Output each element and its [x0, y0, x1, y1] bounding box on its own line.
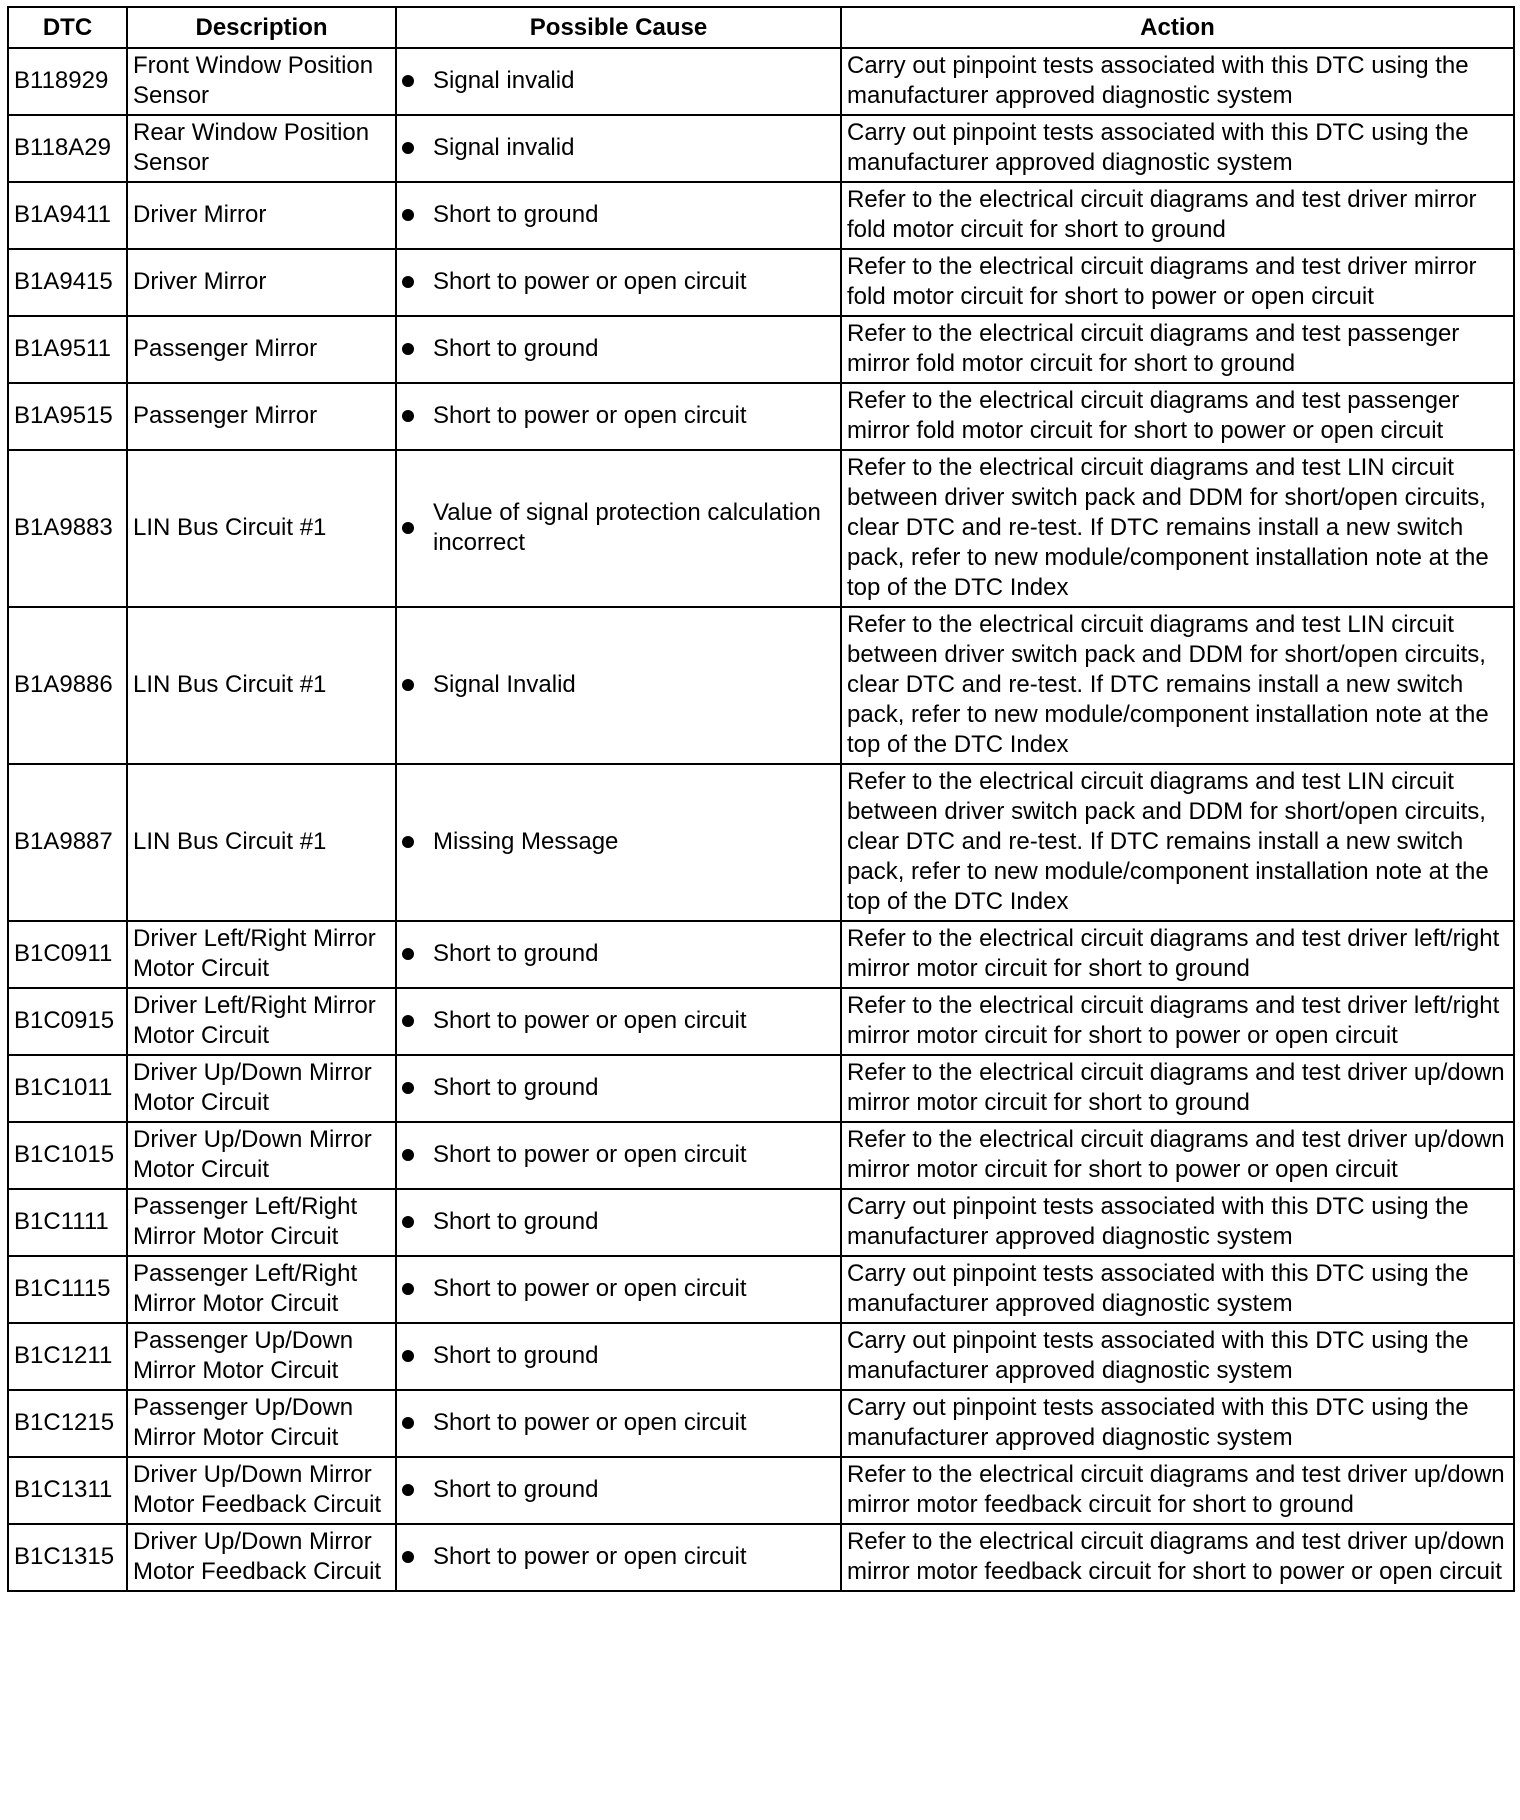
- table-body: [8, 48, 1514, 1591]
- possible-cause-text: Short to power or open circuit: [433, 1007, 747, 1034]
- possible-cause-cell: [396, 764, 841, 921]
- possible-cause-item: [402, 939, 835, 969]
- dtc-action: Refer to the electrical circuit diagrams and test LIN circuit between driver switch pack and DDM for short/open circuits, clear DTC and re-test. If DTC remains install a new switch pack, refer to new module/component installation note at the top of the DTC Index: [841, 607, 1514, 764]
- bullet-icon: [402, 1350, 414, 1362]
- possible-cause-text: Signal invalid: [433, 134, 575, 161]
- table-row: [8, 48, 1514, 115]
- bullet-icon: [402, 1484, 414, 1496]
- possible-cause-text: Short to power or open circuit: [433, 1141, 747, 1168]
- possible-cause-cell: [396, 48, 841, 115]
- bullet-icon: [402, 1283, 414, 1295]
- bullet-icon: [402, 679, 414, 691]
- possible-cause-cell: [396, 249, 841, 316]
- bullet-icon: [402, 1216, 414, 1228]
- table-row: [8, 921, 1514, 988]
- bullet-icon: [402, 75, 414, 87]
- dtc-action: Carry out pinpoint tests associated with this DTC using the manufacturer approved diagnostic system: [841, 1323, 1514, 1390]
- possible-cause-item: [402, 670, 835, 700]
- dtc-action: Refer to the electrical circuit diagrams and test LIN circuit between driver switch pack and DDM for short/open circuits, clear DTC and re-test. If DTC remains install a new switch pack, refer to new module/component installation note at the top of the DTC Index: [841, 764, 1514, 921]
- possible-cause-item: [402, 498, 835, 558]
- dtc-description: Passenger Mirror: [127, 316, 396, 383]
- possible-cause-text: Short to ground: [433, 1476, 599, 1503]
- bullet-icon: [402, 410, 414, 422]
- possible-cause-cell: [396, 1189, 841, 1256]
- dtc-code: B1A9415: [8, 249, 127, 316]
- header-row: [8, 7, 1514, 48]
- dtc-description: Passenger Mirror: [127, 383, 396, 450]
- table-row: [8, 450, 1514, 607]
- bullet-icon: [402, 836, 414, 848]
- possible-cause-cell: [396, 988, 841, 1055]
- dtc-description: Driver Up/Down Mirror Motor Feedback Circuit: [127, 1524, 396, 1591]
- possible-cause-cell: [396, 316, 841, 383]
- possible-cause-cell: [396, 1055, 841, 1122]
- dtc-description: Driver Up/Down Mirror Motor Feedback Circuit: [127, 1457, 396, 1524]
- dtc-action: Refer to the electrical circuit diagrams and test driver up/down mirror motor feedback circuit for short to ground: [841, 1457, 1514, 1524]
- table-row: [8, 1323, 1514, 1390]
- dtc-action: Refer to the electrical circuit diagrams and test driver mirror fold motor circuit for short to ground: [841, 182, 1514, 249]
- dtc-code: B1A9511: [8, 316, 127, 383]
- dtc-action: Carry out pinpoint tests associated with this DTC using the manufacturer approved diagnostic system: [841, 1390, 1514, 1457]
- possible-cause-text: Signal invalid: [433, 67, 575, 94]
- dtc-action: Carry out pinpoint tests associated with this DTC using the manufacturer approved diagnostic system: [841, 48, 1514, 115]
- dtc-action: Refer to the electrical circuit diagrams and test passenger mirror fold motor circuit for short to power or open circuit: [841, 383, 1514, 450]
- possible-cause-cell: [396, 1524, 841, 1591]
- possible-cause-item: [402, 1408, 835, 1438]
- possible-cause-text: Short to ground: [433, 1342, 599, 1369]
- possible-cause-cell: [396, 1323, 841, 1390]
- dtc-description: LIN Bus Circuit #1: [127, 607, 396, 764]
- possible-cause-text: Short to power or open circuit: [433, 1543, 747, 1570]
- table-row: [8, 383, 1514, 450]
- table-row: [8, 182, 1514, 249]
- dtc-description: Driver Left/Right Mirror Motor Circuit: [127, 988, 396, 1055]
- dtc-code: B1C1315: [8, 1524, 127, 1591]
- possible-cause-item: [402, 1207, 835, 1237]
- possible-cause-cell: [396, 450, 841, 607]
- possible-cause-cell: [396, 921, 841, 988]
- dtc-code: B1A9411: [8, 182, 127, 249]
- bullet-icon: [402, 142, 414, 154]
- dtc-code: B1C1015: [8, 1122, 127, 1189]
- dtc-action: Refer to the electrical circuit diagrams and test driver left/right mirror motor circuit for short to power or open circuit: [841, 988, 1514, 1055]
- dtc-description: Passenger Left/Right Mirror Motor Circuit: [127, 1189, 396, 1256]
- header-possible-cause: Possible Cause: [396, 7, 841, 48]
- bullet-icon: [402, 522, 414, 534]
- possible-cause-text: Short to ground: [433, 940, 599, 967]
- dtc-description: Driver Up/Down Mirror Motor Circuit: [127, 1055, 396, 1122]
- possible-cause-text: Missing Message: [433, 828, 619, 855]
- possible-cause-item: [402, 1006, 835, 1036]
- possible-cause-text: Short to ground: [433, 201, 599, 228]
- dtc-action: Carry out pinpoint tests associated with this DTC using the manufacturer approved diagnostic system: [841, 115, 1514, 182]
- dtc-description: Driver Mirror: [127, 182, 396, 249]
- dtc-code: B1C0911: [8, 921, 127, 988]
- dtc-description: LIN Bus Circuit #1: [127, 764, 396, 921]
- table-row: [8, 115, 1514, 182]
- dtc-description: LIN Bus Circuit #1: [127, 450, 396, 607]
- possible-cause-cell: [396, 182, 841, 249]
- possible-cause-text: Short to ground: [433, 1208, 599, 1235]
- dtc-code: B1C1111: [8, 1189, 127, 1256]
- table-row: [8, 1055, 1514, 1122]
- dtc-description: Driver Up/Down Mirror Motor Circuit: [127, 1122, 396, 1189]
- dtc-description: Driver Left/Right Mirror Motor Circuit: [127, 921, 396, 988]
- possible-cause-cell: [396, 607, 841, 764]
- possible-cause-item: [402, 1542, 835, 1572]
- possible-cause-item: [402, 1274, 835, 1304]
- possible-cause-item: [402, 1073, 835, 1103]
- dtc-description: Front Window Position Sensor: [127, 48, 396, 115]
- header-action: Action: [841, 7, 1514, 48]
- dtc-code: B118929: [8, 48, 127, 115]
- possible-cause-text: Short to power or open circuit: [433, 1275, 747, 1302]
- table-row: [8, 1457, 1514, 1524]
- dtc-action: Refer to the electrical circuit diagrams and test driver up/down mirror motor feedback circuit for short to power or open circuit: [841, 1524, 1514, 1591]
- table-header: [8, 7, 1514, 48]
- bullet-icon: [402, 1417, 414, 1429]
- bullet-icon: [402, 276, 414, 288]
- possible-cause-item: [402, 827, 835, 857]
- bullet-icon: [402, 1149, 414, 1161]
- dtc-table: [7, 6, 1515, 1592]
- dtc-action: Refer to the electrical circuit diagrams and test driver mirror fold motor circuit for short to power or open circuit: [841, 249, 1514, 316]
- dtc-action: Refer to the electrical circuit diagrams and test LIN circuit between driver switch pack and DDM for short/open circuits, clear DTC and re-test. If DTC remains install a new switch pack, refer to new module/component installation note at the top of the DTC Index: [841, 450, 1514, 607]
- table-row: [8, 249, 1514, 316]
- table-row: [8, 607, 1514, 764]
- possible-cause-item: [402, 334, 835, 364]
- dtc-action: Carry out pinpoint tests associated with this DTC using the manufacturer approved diagnostic system: [841, 1189, 1514, 1256]
- dtc-action: Refer to the electrical circuit diagrams and test passenger mirror fold motor circuit for short to ground: [841, 316, 1514, 383]
- table-row: [8, 988, 1514, 1055]
- possible-cause-text: Signal Invalid: [433, 671, 576, 698]
- bullet-icon: [402, 1551, 414, 1563]
- table-row: [8, 1256, 1514, 1323]
- dtc-action: Refer to the electrical circuit diagrams and test driver up/down mirror motor circuit for short to power or open circuit: [841, 1122, 1514, 1189]
- dtc-code: B1A9887: [8, 764, 127, 921]
- dtc-description: Driver Mirror: [127, 249, 396, 316]
- possible-cause-text: Short to ground: [433, 335, 599, 362]
- possible-cause-item: [402, 1341, 835, 1371]
- dtc-code: B1C1215: [8, 1390, 127, 1457]
- dtc-description: Passenger Up/Down Mirror Motor Circuit: [127, 1323, 396, 1390]
- table-row: [8, 1189, 1514, 1256]
- possible-cause-item: [402, 1475, 835, 1505]
- table-row: [8, 1524, 1514, 1591]
- possible-cause-item: [402, 1140, 835, 1170]
- dtc-action: Refer to the electrical circuit diagrams and test driver left/right mirror motor circuit for short to ground: [841, 921, 1514, 988]
- possible-cause-cell: [396, 1256, 841, 1323]
- possible-cause-text: Short to power or open circuit: [433, 1409, 747, 1436]
- possible-cause-text: Value of signal protection calculation incorrect: [433, 499, 821, 556]
- dtc-action: Refer to the electrical circuit diagrams and test driver up/down mirror motor circuit for short to ground: [841, 1055, 1514, 1122]
- dtc-description: Passenger Left/Right Mirror Motor Circuit: [127, 1256, 396, 1323]
- bullet-icon: [402, 1082, 414, 1094]
- dtc-code: B1C1011: [8, 1055, 127, 1122]
- possible-cause-item: [402, 267, 835, 297]
- bullet-icon: [402, 343, 414, 355]
- possible-cause-cell: [396, 1390, 841, 1457]
- possible-cause-cell: [396, 383, 841, 450]
- table-row: [8, 1122, 1514, 1189]
- dtc-code: B1C1311: [8, 1457, 127, 1524]
- dtc-code: B1A9515: [8, 383, 127, 450]
- possible-cause-cell: [396, 115, 841, 182]
- dtc-code: B1A9886: [8, 607, 127, 764]
- possible-cause-item: [402, 200, 835, 230]
- possible-cause-item: [402, 401, 835, 431]
- dtc-code: B1C1211: [8, 1323, 127, 1390]
- dtc-action: Carry out pinpoint tests associated with this DTC using the manufacturer approved diagnostic system: [841, 1256, 1514, 1323]
- possible-cause-cell: [396, 1457, 841, 1524]
- header-dtc: DTC: [8, 7, 127, 48]
- dtc-description: Passenger Up/Down Mirror Motor Circuit: [127, 1390, 396, 1457]
- bullet-icon: [402, 948, 414, 960]
- table-row: [8, 764, 1514, 921]
- possible-cause-cell: [396, 1122, 841, 1189]
- header-description: Description: [127, 7, 396, 48]
- table-row: [8, 316, 1514, 383]
- possible-cause-item: [402, 133, 835, 163]
- possible-cause-text: Short to ground: [433, 1074, 599, 1101]
- possible-cause-item: [402, 66, 835, 96]
- table-row: [8, 1390, 1514, 1457]
- possible-cause-text: Short to power or open circuit: [433, 402, 747, 429]
- dtc-code: B118A29: [8, 115, 127, 182]
- possible-cause-text: Short to power or open circuit: [433, 268, 747, 295]
- dtc-code: B1C0915: [8, 988, 127, 1055]
- bullet-icon: [402, 209, 414, 221]
- dtc-code: B1C1115: [8, 1256, 127, 1323]
- bullet-icon: [402, 1015, 414, 1027]
- dtc-code: B1A9883: [8, 450, 127, 607]
- dtc-description: Rear Window Position Sensor: [127, 115, 396, 182]
